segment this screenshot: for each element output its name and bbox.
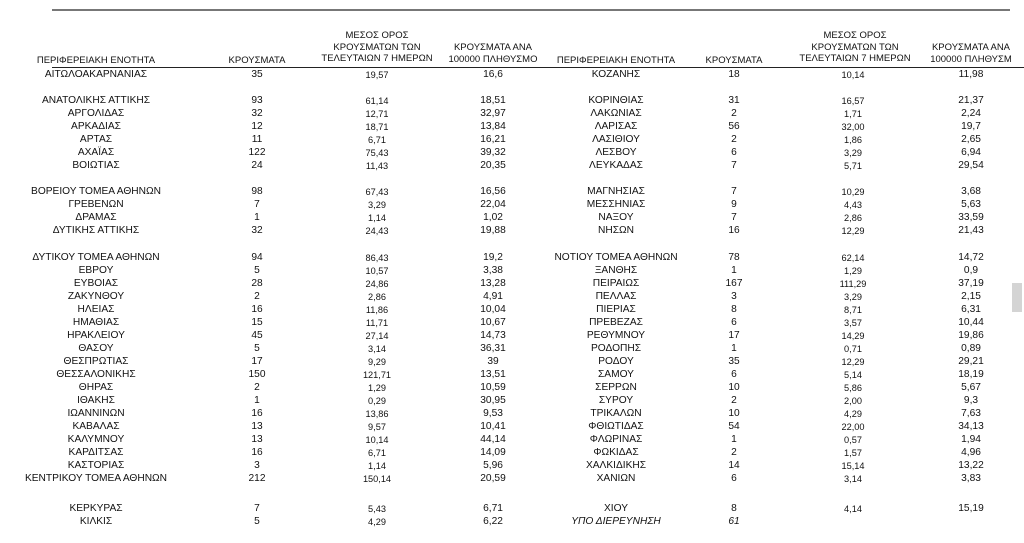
per100k-cell-left: 19,2 [483,252,503,263]
per100k-cell-right: 18,19 [958,369,984,380]
per100k-cell-left: 13,28 [480,278,506,289]
avg-cell-left: 2,86 [368,292,386,302]
per100k-cell-left: 10,67 [480,317,506,328]
table-row [0,395,1024,407]
table-row [0,108,1024,120]
cases-cell-right: 10 [728,408,740,419]
per100k-cell-right: 21,37 [958,95,984,106]
avg-cell-left: 6,71 [368,135,386,145]
avg-cell-left: 10,57 [365,266,389,276]
region-cell-right: ΡΟΔΟΥ [598,356,634,367]
cases-cell-right: 7 [731,212,737,223]
header-region-right: ΠΕΡΙΦΕΡΕΙΑΚΗ ΕΝΟΤΗΤΑ [556,55,676,66]
per100k-cell-right: 11,98 [958,69,984,80]
region-cell-left: ΚΕΝΤΡΙΚΟΥ ΤΟΜΕΑ ΑΘΗΝΩΝ [24,473,168,484]
per100k-cell-left: 22,04 [480,199,506,210]
region-cell-right: ΦΘΙΩΤΙΔΑΣ [588,421,644,432]
cases-cell-right: 14 [728,460,740,471]
per100k-cell-right: 0,9 [963,265,979,276]
table-row [0,252,1024,264]
header-region-left: ΠΕΡΙΦΕΡΕΙΑΚΗ ΕΝΟΤΗΤΑ [36,55,156,66]
region-cell-left: ΘΕΣΣΑΛΟΝΙΚΗΣ [56,369,136,380]
per100k-cell-left: 30,95 [480,395,506,406]
table-row [0,421,1024,433]
cases-cell-left: 122 [248,147,266,158]
region-cell-left: ΘΗΡΑΣ [78,382,114,393]
table-row [0,317,1024,329]
avg-cell-left: 4,29 [368,517,386,527]
region-cell-left: ΔΥΤΙΚΗΣ ΑΤΤΙΚΗΣ [52,225,140,236]
cases-cell-right: 1 [731,265,737,276]
scrollbar-thumb[interactable] [1012,283,1022,312]
region-cell-left: ΑΝΑΤΟΛΙΚΗΣ ΑΤΤΙΚΗΣ [41,95,151,106]
cases-cell-left: 5 [254,343,260,354]
per100k-cell-left: 20,59 [480,473,506,484]
region-cell-right: ΥΠΟ ΔΙΕΡΕΥΝΗΣΗ [571,516,661,527]
avg-cell-right: 5,14 [844,370,862,380]
region-cell-left: ΑΡΓΟΛΙΔΑΣ [67,108,125,119]
per100k-cell-left: 13,84 [480,121,506,132]
table-row [0,95,1024,107]
region-cell-right: ΠΙΕΡΙΑΣ [596,304,636,315]
per100k-cell-right: 6,31 [961,304,981,315]
header-per-line1: ΚΡΟΥΣΜΑΤΑ ΑΝΑ [453,42,533,53]
cases-cell-right: 2 [731,395,737,406]
per100k-cell-right: 2,65 [961,134,981,145]
avg-cell-left: 1,14 [368,213,386,223]
per100k-cell-right: 5,67 [961,382,981,393]
cases-cell-left: 28 [251,278,263,289]
cases-cell-right: 2 [731,447,737,458]
cases-cell-left: 150 [248,369,266,380]
table-row [0,473,1024,485]
region-cell-left: ΖΑΚΥΝΘΟΥ [67,291,125,302]
avg-cell-left: 61,14 [365,96,389,106]
region-cell-right: ΠΡΕΒΕΖΑΣ [589,317,643,328]
region-cell-right: ΡΟΔΟΠΗΣ [590,343,642,354]
region-cell-right: ΜΕΣΣΗΝΙΑΣ [586,199,646,210]
header-avg-line1: ΜΕΣΟΣ ΟΡΟΣ [823,30,887,41]
cases-cell-left: 11 [251,134,263,145]
cases-cell-left: 98 [251,186,263,197]
header-per100k-right [918,42,1024,65]
cases-cell-left: 45 [251,330,263,341]
cases-cell-left: 2 [254,382,260,393]
per100k-cell-left: 44,14 [480,434,506,445]
per100k-cell-right: 9,3 [963,395,979,406]
cases-cell-left: 35 [251,69,263,80]
per100k-cell-left: 16,56 [480,186,506,197]
region-cell-right: ΝΑΞΟΥ [598,212,634,223]
avg-cell-right: 3,29 [844,292,862,302]
per100k-cell-left: 10,41 [480,421,506,432]
header-cases-left: ΚΡΟΥΣΜΑΤΑ [228,55,286,66]
per100k-cell-right: 29,21 [958,356,984,367]
region-cell-left: ΚΑΡΔΙΤΣΑΣ [68,447,124,458]
per100k-cell-right: 5,63 [961,199,981,210]
header-cases-right: ΚΡΟΥΣΜΑΤΑ [705,55,763,66]
region-cell-left: ΑΡΚΑΔΙΑΣ [71,121,121,132]
per100k-cell-right: 21,43 [958,225,984,236]
cases-cell-right: 8 [731,304,737,315]
per100k-cell-left: 19,88 [480,225,506,236]
region-cell-right: ΛΕΥΚΑΔΑΣ [589,160,643,171]
per100k-cell-right: 2,15 [961,291,981,302]
avg-cell-right: 2,86 [844,213,862,223]
region-cell-right: ΝΗΣΩΝ [598,225,634,236]
avg-cell-left: 86,43 [365,253,389,263]
cases-cell-left: 32 [251,108,263,119]
cases-cell-right: 8 [731,503,737,514]
region-cell-right: ΣΕΡΡΩΝ [595,382,637,393]
region-cell-left: ΗΜΑΘΙΑΣ [72,317,120,328]
avg-cell-right: 4,43 [844,200,862,210]
avg-cell-right: 8,71 [844,305,862,315]
region-cell-left: ΕΒΡΟΥ [78,265,114,276]
avg-cell-right: 14,29 [841,331,865,341]
avg-cell-right: 16,57 [841,96,865,106]
header-per-line2: 100000 ΠΛΗΘΥΣΜΟ [448,53,538,65]
region-cell-right: ΠΕΙΡΑΙΩΣ [592,278,640,289]
cases-cell-left: 5 [254,265,260,276]
avg-cell-left: 11,43 [365,161,389,171]
table-row [0,121,1024,133]
avg-cell-left: 121,71 [362,370,392,380]
table-row [0,212,1024,224]
cases-cell-right: 10 [728,382,740,393]
per100k-cell-right: 3,68 [961,186,981,197]
per100k-cell-right: 4,96 [961,447,981,458]
per100k-cell-left: 6,71 [483,503,503,514]
region-cell-right: ΡΕΘΥΜΝΟΥ [586,330,646,341]
avg-cell-right: 0,71 [844,344,862,354]
region-cell-left: ΙΩΑΝΝΙΝΩΝ [67,408,125,419]
avg-cell-right: 62,14 [841,253,865,263]
cases-cell-left: 2 [254,291,260,302]
region-cell-left: ΔΡΑΜΑΣ [75,212,117,223]
cases-cell-right: 31 [728,95,740,106]
cases-cell-right: 6 [731,473,737,484]
region-cell-left: ΑΡΤΑΣ [79,134,113,145]
region-cell-left: ΗΛΕΙΑΣ [77,304,115,315]
table-row [0,460,1024,472]
table-row [0,199,1024,211]
table-row [0,265,1024,277]
avg-cell-right: 10,29 [841,187,865,197]
table-row [0,408,1024,420]
cases-cell-left: 32 [251,225,263,236]
avg-cell-left: 3,14 [368,344,386,354]
table-row [0,186,1024,198]
region-cell-right: ΦΩΚΙΔΑΣ [593,447,639,458]
per100k-cell-left: 14,73 [480,330,506,341]
cases-cell-left: 93 [251,95,263,106]
per100k-cell-right: 13,22 [958,460,984,471]
region-cell-right: ΣΑΜΟΥ [598,369,634,380]
avg-cell-left: 19,57 [365,70,389,80]
table-row [0,134,1024,146]
avg-cell-right: 2,00 [844,396,862,406]
per100k-cell-right: 37,19 [958,278,984,289]
per100k-cell-right: 29,54 [958,160,984,171]
avg-cell-right: 4,29 [844,409,862,419]
per100k-cell-left: 1,02 [483,212,503,223]
cases-cell-left: 1 [254,395,260,406]
cases-cell-right: 1 [731,343,737,354]
top-border-line [52,9,1010,11]
avg-cell-right: 3,29 [844,148,862,158]
cases-cell-left: 94 [251,252,263,263]
avg-cell-left: 75,43 [365,148,389,158]
cases-cell-right: 7 [731,186,737,197]
header-avg-line2: ΚΡΟΥΣΜΑΤΩΝ ΤΩΝ [333,41,421,53]
per100k-cell-right: 2,24 [961,108,981,119]
per100k-cell-right: 6,94 [961,147,981,158]
avg-cell-left: 24,86 [365,279,389,289]
avg-cell-left: 5,43 [368,504,386,514]
cases-cell-left: 7 [254,503,260,514]
per100k-cell-left: 16,21 [480,134,506,145]
region-cell-left: ΘΕΣΠΡΩΤΙΑΣ [63,356,129,367]
table-row [0,356,1024,368]
cases-cell-left: 17 [251,356,263,367]
table-row [0,369,1024,381]
per100k-cell-left: 3,38 [483,265,503,276]
header-avg-line3: ΤΕΛΕΥΤΑΙΩΝ 7 ΗΜΕΡΩΝ [799,53,911,64]
region-cell-left: ΘΑΣΟΥ [78,343,114,354]
avg-cell-left: 6,71 [368,448,386,458]
region-cell-right: ΧΑΝΙΩΝ [596,473,636,484]
region-cell-right: ΠΕΛΛΑΣ [595,291,637,302]
per100k-cell-left: 39 [487,356,499,367]
per100k-cell-right: 7,63 [961,408,981,419]
cases-cell-left: 24 [251,160,263,171]
cases-cell-left: 13 [251,421,263,432]
cases-cell-left: 13 [251,434,263,445]
region-cell-left: ΒΟΙΩΤΙΑΣ [72,160,120,171]
avg-cell-right: 0,57 [844,435,862,445]
per100k-cell-left: 16,6 [483,69,503,80]
per100k-cell-left: 36,31 [480,343,506,354]
region-cell-left: ΚΑΛΥΜΝΟΥ [67,434,125,445]
cases-cell-right: 3 [731,291,737,302]
cases-cell-left: 16 [251,304,263,315]
avg-cell-left: 3,29 [368,200,386,210]
avg-cell-right: 10,14 [841,70,865,80]
region-cell-left: ΚΕΡΚΥΡΑΣ [69,503,123,514]
region-cell-left: ΚΑΣΤΟΡΙΑΣ [67,460,125,471]
cases-cell-right: 18 [728,69,740,80]
cases-cell-right: 6 [731,317,737,328]
region-cell-right: ΝΟΤΙΟΥ ΤΟΜΕΑ ΑΘΗΝΩΝ [554,252,678,263]
region-cell-left: ΒΟΡΕΙΟΥ ΤΟΜΕΑ ΑΘΗΝΩΝ [31,186,161,197]
region-cell-left: ΗΡΑΚΛΕΙΟΥ [67,330,125,341]
region-cell-right: ΧΑΛΚΙΔΙΚΗΣ [585,460,647,471]
per100k-cell-right: 19,86 [958,330,984,341]
header-per-line2: 100000 ΠΛΗΘΥΣΜ [930,53,1012,65]
table-row [0,225,1024,237]
region-cell-right: ΜΑΓΝΗΣΙΑΣ [587,186,645,197]
region-cell-left: ΙΘΑΚΗΣ [77,395,115,406]
header-avg-left [318,30,436,65]
per100k-cell-left: 5,96 [483,460,503,471]
cases-cell-left: 12 [251,121,263,132]
avg-cell-right: 1,86 [844,135,862,145]
cases-cell-right: 16 [728,225,740,236]
per100k-cell-left: 10,04 [480,304,506,315]
cases-cell-right: 17 [728,330,740,341]
cases-cell-right: 35 [728,356,740,367]
region-cell-left: ΑΙΤΩΛΟΑΚΑΡΝΑΝΙΑΣ [44,69,148,80]
region-cell-right: ΣΥΡΟΥ [598,395,634,406]
cases-cell-left: 3 [254,460,260,471]
cases-cell-left: 7 [254,199,260,210]
per100k-cell-left: 39,32 [480,147,506,158]
avg-cell-left: 11,86 [365,305,389,315]
region-cell-left: ΚΑΒΑΛΑΣ [72,421,120,432]
cases-cell-right: 1 [731,434,737,445]
per100k-cell-right: 1,94 [961,434,981,445]
per100k-cell-left: 18,51 [480,95,506,106]
cases-cell-left: 1 [254,212,260,223]
region-cell-right: ΧΙΟΥ [603,503,629,514]
avg-cell-left: 18,71 [365,122,389,132]
per100k-cell-right: 33,59 [958,212,984,223]
avg-cell-left: 1,29 [368,383,386,393]
cases-cell-right: 78 [728,252,740,263]
per100k-cell-right: 10,44 [958,317,984,328]
cases-cell-left: 16 [251,447,263,458]
cases-cell-right: 9 [731,199,737,210]
per100k-cell-left: 9,53 [483,408,503,419]
avg-cell-right: 1,71 [844,109,862,119]
table-row [0,69,1024,81]
table-row [0,343,1024,355]
avg-cell-left: 11,71 [365,318,389,328]
cases-cell-left: 212 [248,473,266,484]
per100k-cell-left: 13,51 [480,369,506,380]
region-cell-right: ΛΑΚΩΝΙΑΣ [590,108,642,119]
table-row [0,160,1024,172]
region-cell-left: ΑΧΑΪΑΣ [77,147,115,158]
per100k-cell-right: 3,83 [961,473,981,484]
avg-cell-right: 3,57 [844,318,862,328]
table-row [0,382,1024,394]
region-cell-right: ΤΡΙΚΑΛΩΝ [590,408,642,419]
region-cell-left: ΔΥΤΙΚΟΥ ΤΟΜΕΑ ΑΘΗΝΩΝ [32,252,160,263]
region-cell-left: ΚΙΛΚΙΣ [79,516,113,527]
header-avg-line2: ΚΡΟΥΣΜΑΤΩΝ ΤΩΝ [811,41,899,53]
per100k-cell-right: 34,13 [958,421,984,432]
avg-cell-right: 5,86 [844,383,862,393]
avg-cell-left: 0,29 [368,396,386,406]
avg-cell-right: 3,14 [844,474,862,484]
avg-cell-right: 32,00 [841,122,865,132]
header-avg-line1: ΜΕΣΟΣ ΟΡΟΣ [345,30,409,41]
table-row [0,304,1024,316]
avg-cell-left: 27,14 [365,331,389,341]
avg-cell-left: 1,14 [368,461,386,471]
table-row [0,434,1024,446]
header-per-line1: ΚΡΟΥΣΜΑΤΑ ΑΝΑ [931,42,1011,53]
avg-cell-left: 9,57 [368,422,386,432]
avg-cell-right: 12,29 [841,226,865,236]
per100k-cell-right: 14,72 [958,252,984,263]
region-cell-right: ΛΑΣΙΘΙΟΥ [592,134,640,145]
per100k-cell-left: 4,91 [483,291,503,302]
cases-cell-right: 2 [731,134,737,145]
avg-cell-left: 67,43 [365,187,389,197]
region-cell-right: ΛΕΣΒΟΥ [595,147,637,158]
avg-cell-right: 1,57 [844,448,862,458]
avg-cell-left: 12,71 [365,109,389,119]
per100k-cell-left: 10,59 [480,382,506,393]
cases-cell-left: 16 [251,408,263,419]
table-row [0,447,1024,459]
table-row [0,278,1024,290]
cases-cell-right: 2 [731,108,737,119]
per100k-cell-left: 14,09 [480,447,506,458]
region-cell-right: ΦΛΩΡΙΝΑΣ [589,434,643,445]
header-avg-right [796,30,914,65]
header-underline [52,67,1024,68]
cases-cell-right: 7 [731,160,737,171]
avg-cell-left: 150,14 [362,474,392,484]
per100k-cell-left: 6,22 [483,516,503,527]
region-cell-right: ΚΟΖΑΝΗΣ [591,69,641,80]
region-cell-left: ΓΡΕΒΕΝΩΝ [68,199,124,210]
cases-cell-right: 167 [725,278,743,289]
per100k-cell-right: 19,7 [961,121,981,132]
cases-cell-right: 6 [731,147,737,158]
per100k-cell-right: 15,19 [958,503,984,514]
table-row [0,503,1024,515]
cases-cell-right: 6 [731,369,737,380]
avg-cell-left: 13,86 [365,409,389,419]
avg-cell-right: 22,00 [841,422,865,432]
cases-cell-left: 5 [254,516,260,527]
avg-cell-right: 15,14 [841,461,865,471]
per100k-cell-left: 32,97 [480,108,506,119]
per100k-cell-right: 0,89 [961,343,981,354]
avg-cell-left: 9,29 [368,357,386,367]
table-row [0,147,1024,159]
per100k-cell-left: 20,35 [480,160,506,171]
table-row [0,291,1024,303]
region-cell-left: ΕΥΒΟΙΑΣ [73,278,119,289]
avg-cell-right: 5,71 [844,161,862,171]
cases-cell-right: 54 [728,421,740,432]
header-per100k-left [436,42,550,65]
region-cell-right: ΞΑΝΘΗΣ [594,265,638,276]
avg-cell-right: 4,14 [844,504,862,514]
table-row [0,330,1024,342]
cases-cell-right: 61 [728,516,740,527]
header-avg-line3: ΤΕΛΕΥΤΑΙΩΝ 7 ΗΜΕΡΩΝ [321,53,433,64]
table-row [0,516,1024,528]
avg-cell-left: 24,43 [365,226,389,236]
region-cell-right: ΛΑΡΙΣΑΣ [594,121,638,132]
cases-cell-left: 15 [251,317,263,328]
avg-cell-right: 1,29 [844,266,862,276]
cases-cell-right: 56 [728,121,740,132]
avg-cell-right: 12,29 [841,357,865,367]
region-cell-right: ΚΟΡΙΝΘΙΑΣ [588,95,644,106]
avg-cell-left: 10,14 [365,435,389,445]
avg-cell-right: 111,29 [839,279,867,289]
